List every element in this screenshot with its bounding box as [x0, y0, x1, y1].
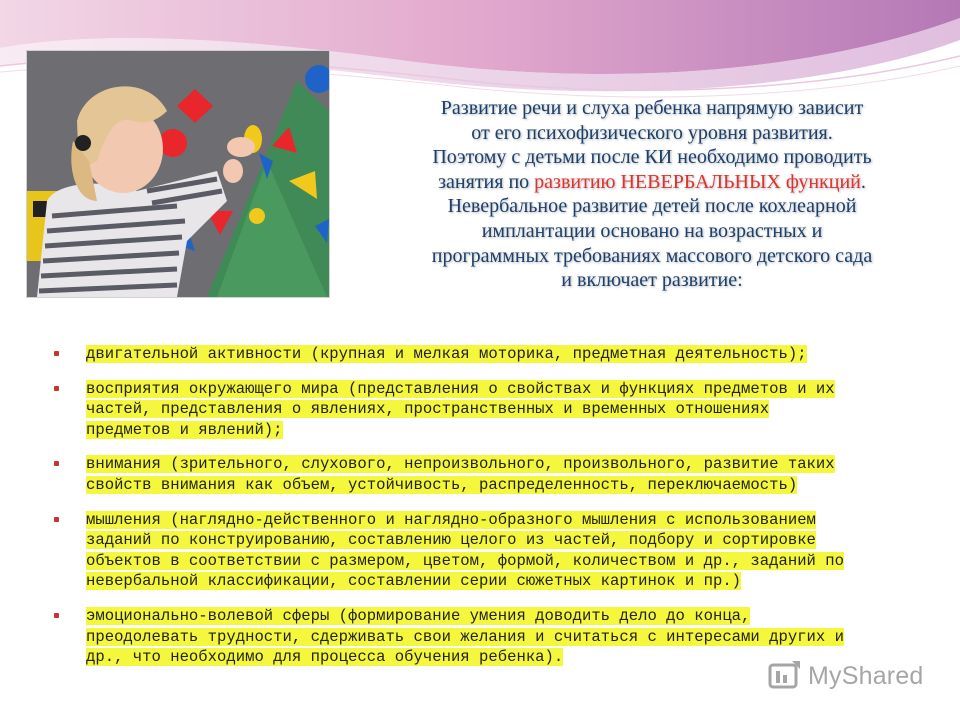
- development-areas-list: [50, 344, 930, 682]
- bullet-icon: [54, 351, 59, 356]
- bullet-icon: [54, 517, 59, 522]
- child-photo: [26, 50, 330, 298]
- list-item-line: [86, 420, 930, 441]
- bullet-icon: [54, 386, 59, 391]
- highlighted-text: мышления (наглядно-действенного и наглядно-образного мышления с использованием: [86, 510, 816, 529]
- intro-line: программных требованиях массового детского сада: [431, 244, 873, 267]
- highlighted-text: свойств внимания как объем, устойчивость, распределенность, переключаемость): [86, 475, 798, 494]
- highlighted-text: невербальной классификации, составлении серии сюжетных картинок и пр.): [86, 572, 742, 591]
- list-item-line: [86, 344, 930, 365]
- intro-paragraph: [352, 96, 952, 293]
- highlighted-text: предметов и явлений);: [86, 420, 283, 439]
- intro-line: Поэтому с детьми после КИ необходимо проводить: [432, 146, 872, 169]
- intro-line: от его психофизического уровня развития.: [471, 121, 833, 144]
- highlighted-text: частей, представления о явлениях, пространственных и временных отношениях: [86, 400, 770, 419]
- list-item-line: [86, 530, 930, 551]
- intro-line: [352, 170, 952, 195]
- highlighted-text: внимания (зрительного, слухового, непроизвольного, произвольного, развитие таких: [86, 455, 835, 474]
- highlighted-text: эмоционально-волевой сферы (формирование умения доводить дело до конца,: [86, 606, 751, 625]
- intro-line-suffix: .: [860, 170, 866, 193]
- highlighted-text: преодолевать трудности, сдерживать свои желания и считаться с интересами других и: [86, 627, 844, 646]
- list-item-line: [86, 571, 930, 592]
- bullet-icon: [54, 461, 59, 466]
- intro-line: Невербальное развитие детей после кохлеарной: [447, 195, 857, 218]
- list-item: [50, 379, 930, 441]
- bullet-icon: [54, 613, 59, 618]
- intro-highlight-phrase: развитию НЕВЕРБАЛЬНЫХ функций: [534, 170, 861, 193]
- highlighted-text: заданий по конструированию, составлению целого из частей, подбору и сортировке: [86, 531, 816, 550]
- myshared-logo-icon: [768, 659, 802, 693]
- list-item-line: [86, 551, 930, 572]
- list-item: [50, 454, 930, 495]
- list-item-line: [86, 510, 930, 531]
- watermark-text: MyShared: [808, 661, 924, 690]
- list-item-line: [86, 627, 930, 648]
- intro-line: Развитие речи и слуха ребенка напрямую зависит: [440, 97, 864, 119]
- list-item-line: [86, 454, 930, 475]
- intro-line: и включает развитие:: [561, 269, 743, 292]
- highlighted-text: восприятия окружающего мира (представления о свойствах и функциях предметов и их: [86, 379, 835, 398]
- highlighted-text: др., что необходимо для процесса обучения ребенка).: [86, 648, 564, 667]
- myshared-watermark: [768, 656, 924, 696]
- intro-line: имплантации основано на возрастных и: [481, 219, 823, 242]
- list-item-line: [86, 475, 930, 496]
- list-item-line: [86, 379, 930, 400]
- list-item: [50, 344, 930, 365]
- list-item-line: [86, 606, 930, 627]
- highlighted-text: объектов в соответствии с размером, цветом, формой, количеством и др., заданий по: [86, 551, 844, 570]
- highlighted-text: двигательной активности (крупная и мелкая моторика, предметная деятельность);: [86, 345, 807, 363]
- list-item-line: [86, 399, 930, 420]
- intro-line-prefix: занятия по: [438, 170, 535, 193]
- list-item: [50, 510, 930, 592]
